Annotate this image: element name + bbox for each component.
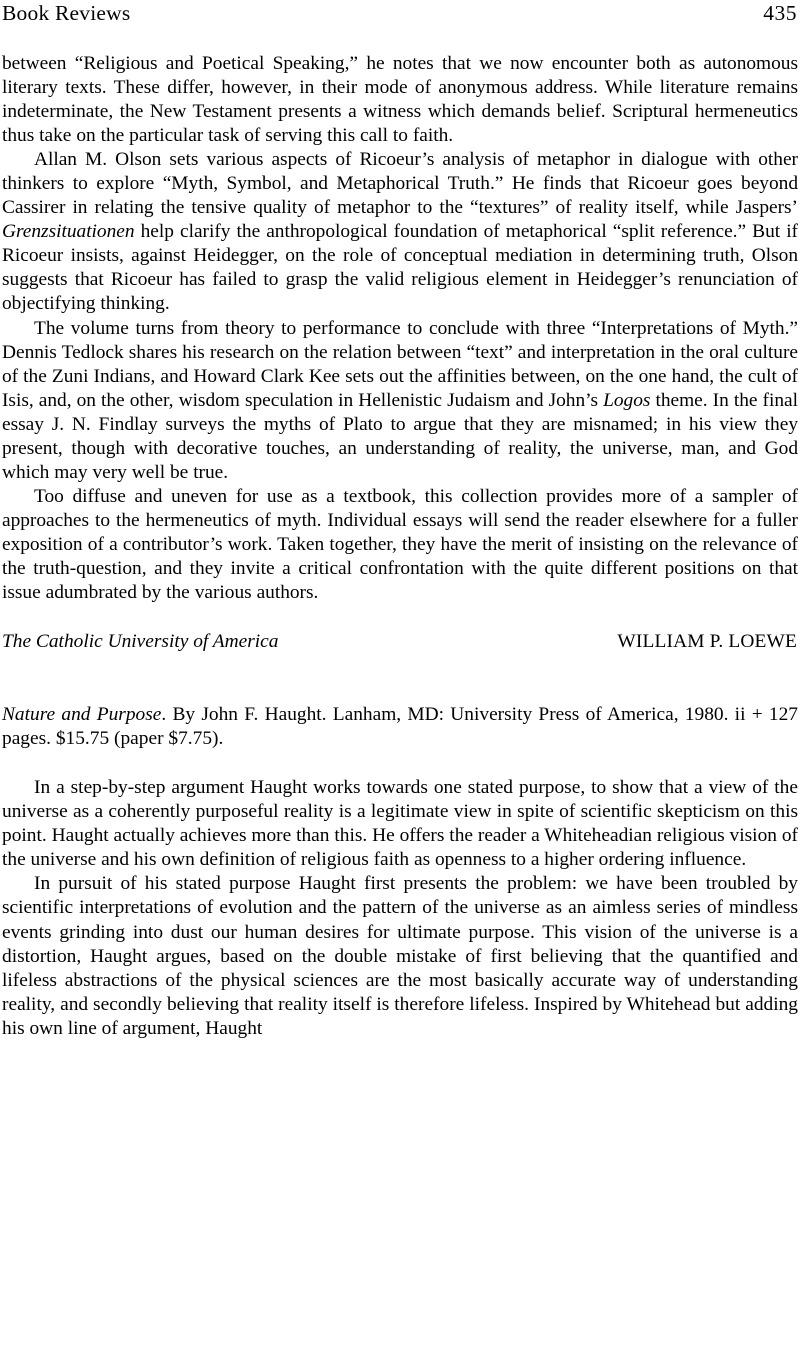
- book-citation: [2, 703, 798, 751]
- paragraph-continuation: between “Religious and Poetical Speaking,” he notes that we now encounter both as autonomous literary texts. These differ, however, in their mode of anonymous address. While literature remains indeterminate, the New Testament presents a witness which demands belief. Scriptural hermeneutics thus take on the particular task of serving this call to faith.: [2, 53, 798, 147]
- reviewer-name: WILLIAM P. LOEWE: [617, 631, 797, 653]
- foreign-term-logos: Logos: [603, 389, 651, 411]
- paragraph-argument: In a step-by-step argument Haught works towards one stated purpose, to show that a view of the universe as a coherently purposeful reality is a legitimate view in spite of scientific skepticism on this point. Haught actually achieves more than this. He offers the reader a Whiteheadian religious vision of the universe and his own definition of religious faith as openness to a higher ordering influence.: [2, 777, 798, 871]
- running-head-title: Book Reviews: [2, 1, 131, 25]
- paragraph-olson-text-tail: help clarify the anthropological foundation of metaphorical “split reference.” But if Ricoeur insists, against Heidegger, on the role of conceptual mediation in determining truth, Olson suggests that Ricoeur has failed to grasp the valid religious element in Heidegger’s renunciation of objectifying thinking.: [2, 221, 798, 315]
- page-number: 435: [763, 1, 797, 25]
- book-citation-details: . By John F. Haught. Lanham, MD: University Press of America, 1980. ii + 127 pages. $15.75 (paper $7.75).: [2, 704, 798, 750]
- paragraph-volume-text-lead: The volume turns from theory to performance to conclude with three “Interpretations of Myth.” Dennis Tedlock shares his research on the relation between “text” and interpretation in the oral culture of the Zuni Indians, and Howard Clark Kee sets out the affinities between, on the one hand, the cult of Isis, and, on the other, wisdom speculation in Hellenistic Judaism and John’s: [2, 317, 798, 411]
- review-one-body: [2, 52, 798, 605]
- book-title: Nature and Purpose: [2, 704, 162, 726]
- running-head: [2, 0, 798, 26]
- reviewer-signature: [2, 630, 798, 654]
- reviewer-affiliation: The Catholic University of America: [2, 631, 279, 653]
- foreign-term-grenzsituationen: Grenzsituationen: [2, 221, 135, 243]
- paragraph-problem: In pursuit of his stated purpose Haught first presents the problem: we have been troubled by scientific interpretations of evolution and the pattern of the universe as an aimless series of mindless events grinding into dust our human desires for ultimate purpose. This vision of the universe is a distortion, Haught argues, based on the double mistake of first believing that the quantified and lifeless abstractions of the physical sciences are the most basically accurate way of understanding reality, and secondly believing that reality itself is therefore lifeless. Inspired by Whitehead but adding his own line of argument, Haught: [2, 873, 798, 1039]
- paragraph-volume: [2, 317, 798, 485]
- paragraph-volume-text-tail: theme. In the final essay J. N. Findlay surveys the myths of Plato to argue that they are misnamed; in his view they present, though with decorative touches, an understanding of reality, the universe, man, and God which may very well be true.: [2, 389, 798, 483]
- paragraph-assessment: Too diffuse and uneven for use as a textbook, this collection provides more of a sampler of approaches to the hermeneutics of myth. Individual essays will send the reader elsewhere for a fuller exposition of a contributor’s work. Taken together, they have the merit of insisting on the relevance of the truth-question, and they invite a critical confrontation with the quite different positions on that issue adumbrated by the various authors.: [2, 485, 798, 604]
- review-two-body: [2, 776, 798, 1041]
- paragraph-olson: [2, 148, 798, 316]
- paragraph-olson-text-lead: Allan M. Olson sets various aspects of Ricoeur’s analysis of metaphor in dialogue with other thinkers to explore “Myth, Symbol, and Metaphorical Truth.” He finds that Ricoeur goes beyond Cassirer in relating the tensive quality of metaphor to the “textures” of reality itself, while Jaspers’: [2, 149, 798, 219]
